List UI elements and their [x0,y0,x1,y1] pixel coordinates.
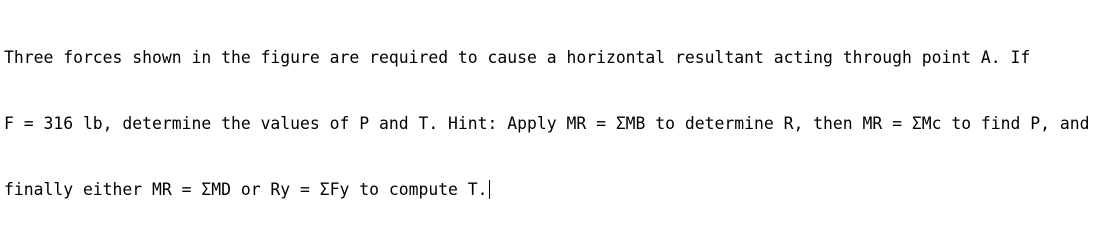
text-line-1: Three forces shown in the figure are required to cause a horizontal resultant acting through point A. If [4,48,1031,67]
problem-text[interactable] [4,3,1114,240]
text-line-3: finally either MR = ΣMD or Ry = ΣFy to compute T. [4,180,488,199]
text-line-2: F = 316 lb, determine the values of P and T. Hint: Apply MR = ΣMB to determine R, then MR = ΣMc to find P, and [4,114,1090,133]
text-line-3-wrapper [4,179,1114,201]
text-caret [489,180,490,199]
